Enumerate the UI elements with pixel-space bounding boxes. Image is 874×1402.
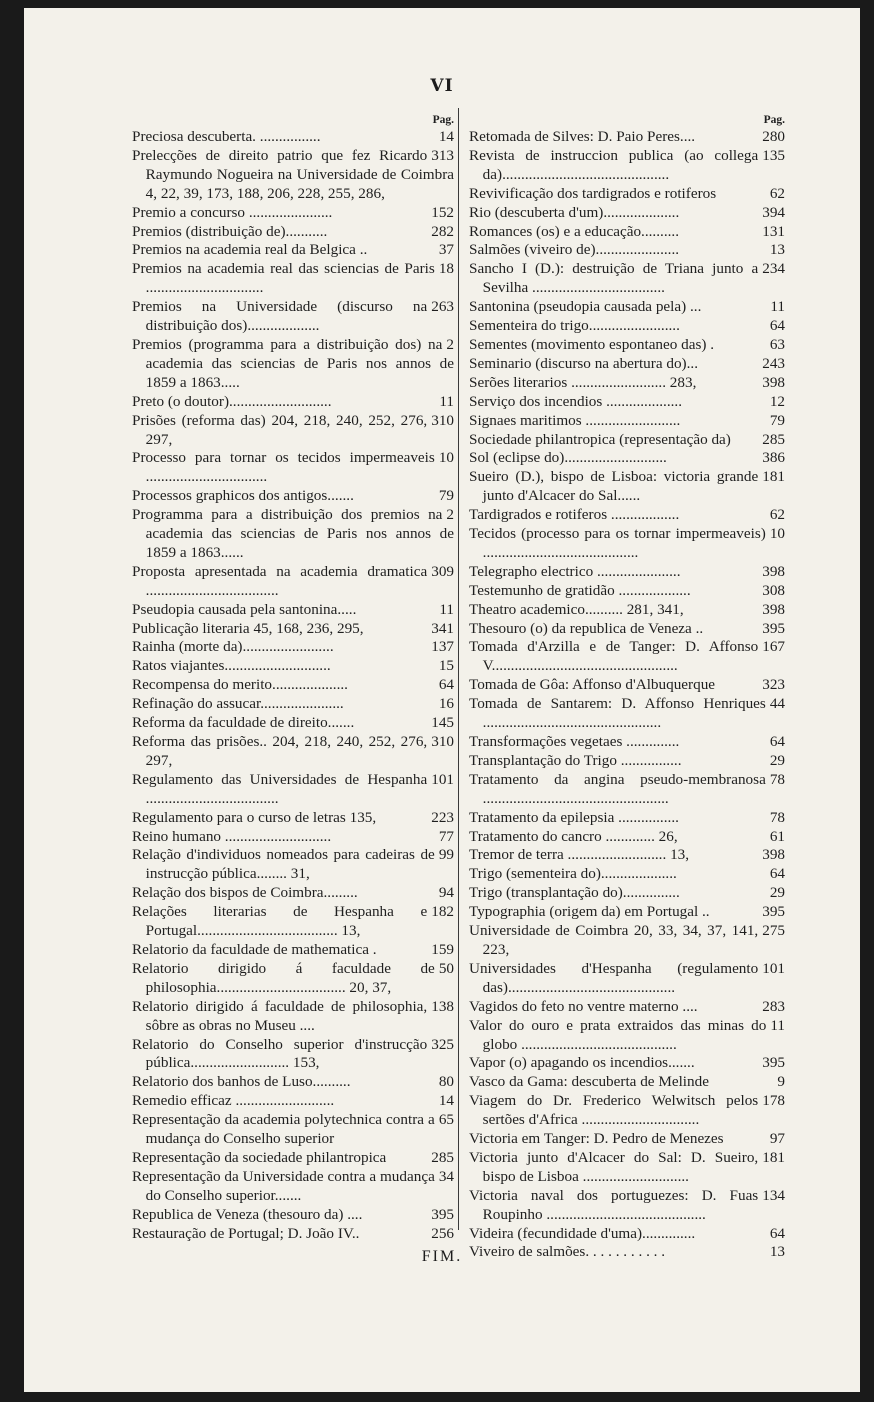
entry-page-ref: 14	[438, 1092, 454, 1110]
pag-header-right: Pag.	[763, 114, 785, 126]
index-entry	[469, 1092, 785, 1130]
index-entry	[469, 374, 785, 393]
entry-page-ref: 152	[431, 203, 454, 221]
index-entry	[132, 657, 454, 676]
entry-text: Theatro academico.......... 281, 341,	[469, 600, 684, 618]
entry-page-ref: 395	[762, 903, 785, 921]
entry-page-ref: 62	[769, 184, 785, 202]
entry-page-ref: 159	[431, 940, 454, 958]
entry-text: Processos graphicos dos antigos.......	[132, 487, 354, 505]
entry-text: Tratamento do cancro ............. 26,	[469, 827, 678, 845]
index-entry	[469, 1225, 785, 1244]
entry-text: Seminario (discurso na abertura do)...	[469, 354, 699, 372]
index-entry	[469, 620, 785, 639]
index-entry	[469, 1017, 785, 1055]
entry-page-ref: 398	[762, 562, 785, 580]
index-list-left	[132, 128, 454, 1243]
entry-text: Publicação literaria 45, 168, 236, 295,	[132, 619, 364, 637]
entry-text: Typographia (origem da) em Portugal ..	[469, 903, 710, 921]
entry-page-ref: 65	[438, 1111, 454, 1129]
entry-text: Representação da academia polytechnica contra a mudança do Conselho superior	[132, 1111, 435, 1148]
index-entry	[469, 752, 785, 771]
index-entry	[132, 960, 454, 998]
entry-text: Trigo (sementeira do)....................	[469, 865, 677, 883]
entry-page-ref: 280	[762, 128, 785, 145]
entry-text: Reforma das prisões.. 204, 218, 240, 252, 276, 297,	[132, 733, 428, 769]
entry-text: Recompensa do merito....................	[132, 676, 348, 694]
entry-text: Thesouro (o) da republica de Veneza ..	[469, 619, 704, 637]
index-entry	[132, 733, 454, 771]
entry-page-ref: 223	[431, 808, 454, 826]
entry-page-ref: 50	[438, 959, 454, 977]
index-entry	[132, 147, 454, 204]
index-entry	[469, 922, 785, 960]
entry-page-ref: 137	[431, 638, 454, 656]
index-entry	[132, 1225, 454, 1244]
entry-text: Vasco da Gama: descuberta de Melinde	[469, 1073, 709, 1091]
entry-text: Serviço dos incendios ....................	[469, 392, 683, 410]
entry-page-ref: 178	[762, 1092, 785, 1110]
entry-text: Santonina (pseudopia causada pela) ...	[469, 298, 702, 316]
entry-text: Vagidos do feto no ventre materno ....	[469, 997, 698, 1015]
index-entry	[469, 960, 785, 998]
entry-text: Revista de instruccion publica (ao collega da)............................................	[469, 146, 759, 183]
entry-page-ref: 97	[769, 1130, 785, 1148]
entry-page-ref: 309	[431, 562, 454, 580]
index-entry	[469, 998, 785, 1017]
entry-text: Relação dos bispos de Coimbra.........	[132, 884, 358, 902]
entry-page-ref: 62	[769, 506, 785, 524]
entry-text: Trigo (transplantação do)...............	[469, 884, 680, 902]
entry-text: Relação d'individuos nomeados para cadeiras de instrucção pública........ 31,	[132, 846, 435, 883]
entry-page-ref: 99	[438, 846, 454, 864]
index-entry	[132, 620, 454, 639]
index-entry	[132, 884, 454, 903]
index-entry	[132, 336, 454, 393]
entry-text: Regulamento das Universidades de Hespanha ...................................	[132, 770, 428, 807]
entry-page-ref: 2	[446, 335, 454, 353]
index-entry	[469, 336, 785, 355]
entry-page-ref: 11	[439, 392, 454, 410]
index-entry	[132, 828, 454, 847]
index-entry	[132, 714, 454, 733]
entry-text: Universidades d'Hespanha (regulamento das)............................................	[469, 959, 759, 996]
entry-text: Tomada de Gôa: Affonso d'Albuquerque	[469, 676, 716, 694]
entry-text: Republica de Veneza (thesouro da) ....	[132, 1205, 363, 1223]
entry-page-ref: 395	[762, 1054, 785, 1072]
index-entry	[469, 828, 785, 847]
entry-page-ref: 285	[762, 430, 785, 448]
index-entry	[469, 884, 785, 903]
entry-page-ref: 77	[438, 827, 454, 845]
entry-page-ref: 12	[769, 392, 785, 410]
entry-page-ref: 78	[769, 808, 785, 826]
entry-page-ref: 394	[762, 203, 785, 221]
index-entry	[132, 941, 454, 960]
entry-page-ref: 386	[762, 449, 785, 467]
entry-text: Relatorio da faculdade de mathematica .	[132, 940, 377, 958]
entry-page-ref: 29	[769, 751, 785, 769]
entry-page-ref: 78	[769, 770, 785, 788]
entry-text: Regulamento para o curso de letras 135,	[132, 808, 377, 826]
entry-text: Restauração de Portugal; D. João IV..	[132, 1224, 360, 1242]
index-entry	[469, 260, 785, 298]
entry-page-ref: 263	[431, 298, 454, 316]
entry-page-ref: 94	[438, 884, 454, 902]
entry-text: Premios na academia real da Belgica ..	[132, 241, 368, 259]
entry-page-ref: 80	[438, 1073, 454, 1091]
entry-text: Salmões (viveiro de)......................	[469, 241, 680, 259]
entry-page-ref: 310	[431, 733, 454, 750]
index-entry	[132, 260, 454, 298]
entry-page-ref: 135	[762, 146, 785, 164]
entry-page-ref: 64	[769, 865, 785, 883]
entry-page-ref: 13	[769, 241, 785, 259]
entry-text: Tardigrados e rotiferos ..................	[469, 506, 680, 524]
index-entry	[132, 771, 454, 809]
index-entry	[132, 449, 454, 487]
entry-text: Retomada de Silves: D. Paio Peres....	[469, 128, 696, 145]
index-entry	[469, 147, 785, 185]
entry-text: Relatorio dirigido á faculdade de philosophia, sôbre as obras no Museu ....	[132, 997, 428, 1034]
entry-page-ref: 243	[762, 354, 785, 372]
entry-page-ref: 181	[762, 1148, 785, 1166]
entry-page-ref: 79	[438, 487, 454, 505]
entry-page-ref: 341	[431, 619, 454, 637]
entry-page-ref: 61	[769, 827, 785, 845]
entry-text: Representação da sociedade philantropica	[132, 1148, 387, 1166]
entry-text: Pseudopia causada pela santonina.....	[132, 600, 357, 618]
index-entry	[132, 1168, 454, 1206]
entry-text: Remedio efficaz ..........................	[132, 1092, 335, 1110]
entry-text: Tecidos (processo para os tornar impermeaveis) .........................................	[469, 525, 766, 561]
index-entry	[132, 223, 454, 242]
entry-page-ref: 234	[762, 260, 785, 278]
entry-text: Premios (distribuição de)...........	[132, 222, 328, 240]
pag-header-left: Pag.	[432, 114, 454, 126]
entry-page-ref: 181	[762, 468, 785, 486]
entry-page-ref: 64	[769, 317, 785, 335]
index-entry	[132, 1111, 454, 1149]
entry-text: Programma para a distribuição dos premios na academia das sciencias de Paris nos annos de 1859 a 1863......	[132, 506, 454, 561]
index-entry	[132, 298, 454, 336]
entry-text: Serões literarios ......................... 283,	[469, 373, 697, 391]
entry-page-ref: 10	[438, 449, 454, 467]
index-entry	[469, 506, 785, 525]
entry-text: Romances (os) e a educação..........	[469, 222, 680, 240]
entry-text: Sociedade philantropica (representação da)	[469, 430, 731, 448]
entry-page-ref: 64	[438, 676, 454, 694]
index-entry	[132, 695, 454, 714]
index-entry	[132, 1073, 454, 1092]
index-entry	[469, 185, 785, 204]
entry-page-ref: 398	[762, 846, 785, 864]
entry-page-ref: 134	[762, 1186, 785, 1204]
entry-page-ref: 308	[762, 581, 785, 599]
index-entry	[132, 903, 454, 941]
entry-text: Signaes maritimos .........................	[469, 411, 681, 429]
index-entry	[469, 298, 785, 317]
entry-text: Reforma da faculdade de direito.......	[132, 714, 355, 732]
index-entry	[132, 1092, 454, 1111]
index-entry	[469, 468, 785, 506]
index-entry	[132, 241, 454, 260]
entry-page-ref: 283	[762, 997, 785, 1015]
index-entry	[132, 846, 454, 884]
entry-text: Telegrapho electrico ......................	[469, 562, 681, 580]
entry-page-ref: 18	[438, 260, 454, 278]
entry-page-ref: 182	[431, 903, 454, 921]
index-entry	[469, 1187, 785, 1225]
entry-text: Vapor (o) apagando os incendios.......	[469, 1054, 695, 1072]
entry-page-ref: 285	[431, 1148, 454, 1166]
index-entry	[132, 638, 454, 657]
index-entry	[132, 998, 454, 1036]
entry-page-ref: 37	[438, 241, 454, 259]
index-column-right	[469, 112, 785, 1262]
index-entry	[469, 1149, 785, 1187]
index-entry	[469, 865, 785, 884]
entry-text: Prisões (reforma das) 204, 218, 240, 252, 276, 297,	[132, 411, 428, 448]
entry-text: Sueiro (D.), bispo de Lisboa: victoria grande junto d'Alcacer do Sal......	[469, 468, 759, 505]
entry-page-ref: 10	[769, 525, 785, 543]
index-entry	[469, 676, 785, 695]
index-entry	[469, 128, 785, 147]
entry-text: Preciosa descuberta. ................	[132, 128, 321, 145]
index-entry	[132, 487, 454, 506]
entry-text: Relatorio do Conselho superior d'instrucção pública.......................... 153,	[132, 1035, 428, 1072]
entry-text: Universidade de Coimbra 20, 33, 34, 37, 141, 223,	[469, 922, 759, 958]
index-entry	[469, 204, 785, 223]
entry-page-ref: 145	[431, 714, 454, 732]
entry-page-ref: 167	[762, 638, 785, 656]
entry-page-ref: 256	[431, 1224, 454, 1242]
entry-page-ref: 325	[431, 1035, 454, 1053]
entry-text: Viagem do Dr. Frederico Welwitsch pelos sertões d'Africa ...............................	[469, 1092, 759, 1129]
entry-text: Tremor de terra .......................... 13,	[469, 846, 690, 864]
index-entry	[132, 1036, 454, 1074]
entry-text: Tomada d'Arzilla e de Tanger: D. Affonso V.................................................	[469, 638, 759, 675]
index-list-right	[469, 128, 785, 1262]
entry-page-ref: 64	[769, 733, 785, 750]
index-entry	[469, 317, 785, 336]
entry-page-ref: 64	[769, 1224, 785, 1242]
entry-text: Premios na academia real das sciencias de Paris ...............................	[132, 260, 435, 297]
index-entry	[469, 1073, 785, 1092]
entry-text: Rio (descuberta d'um)....................	[469, 203, 680, 221]
entry-page-ref: 323	[762, 676, 785, 694]
entry-page-ref: 131	[762, 222, 785, 240]
index-entry	[132, 676, 454, 695]
index-entry	[469, 733, 785, 752]
index-entry	[469, 1130, 785, 1149]
entry-page-ref: 29	[769, 884, 785, 902]
entry-text: Preto (o doutor)...........................	[132, 392, 332, 410]
index-entry	[469, 1054, 785, 1073]
entry-text: Videira (fecundidade d'uma)..............	[469, 1224, 696, 1242]
entry-text: Victoria naval dos portuguezes: D. Fuas Roupinho ..........................................	[469, 1186, 759, 1223]
index-entry	[132, 506, 454, 563]
index-entry	[132, 601, 454, 620]
entry-text: Victoria em Tanger: D. Pedro de Menezes	[469, 1130, 724, 1148]
entry-text: Prelecções de direito patrio que fez Ricardo Raymundo Nogueira na Universidade de Coimbra 4, 22, 39, 173, 188, 206, 228, 255, 286,	[132, 146, 454, 202]
entry-text: Reino humano ............................	[132, 827, 332, 845]
index-entry	[469, 809, 785, 828]
entry-page-ref: 9	[777, 1073, 785, 1091]
entry-text: Tratamento da epilepsia ................	[469, 808, 679, 826]
index-page	[24, 8, 860, 1392]
entry-text: Premios na Universidade (discurso na distribuição dos)...................	[132, 298, 428, 335]
entry-page-ref: 11	[439, 600, 454, 618]
entry-text: Sol (eclipse do)...........................	[469, 449, 667, 467]
index-entry	[132, 128, 454, 147]
entry-text: Revivificação dos tardigrados e rotiferos	[469, 184, 717, 202]
index-entry	[132, 563, 454, 601]
entry-page-ref: 79	[769, 411, 785, 429]
entry-page-ref: 398	[762, 373, 785, 391]
entry-text: Transformações vegetaes ..............	[469, 733, 680, 750]
entry-text: Ratos viajantes............................	[132, 657, 331, 675]
entry-text: Premio a concurso ......................	[132, 203, 333, 221]
index-entry	[469, 525, 785, 563]
index-entry	[469, 449, 785, 468]
entry-text: Testemunho de gratidão ...................	[469, 581, 691, 599]
entry-text: Tratamento da angina pseudo-membranosa .................................................	[469, 770, 766, 807]
entry-page-ref: 13	[769, 1243, 785, 1261]
end-marker: FIM.	[421, 1248, 463, 1265]
index-entry	[469, 412, 785, 431]
index-entry	[469, 903, 785, 922]
index-entry	[469, 241, 785, 260]
entry-page-ref: 395	[431, 1205, 454, 1223]
entry-text: Relatorio dirigido á faculdade de philosophia.................................. 20, 37,	[132, 959, 435, 996]
entry-page-ref: 101	[431, 770, 454, 788]
entry-text: Transplantação do Trigo ................	[469, 751, 682, 769]
entry-text: Victoria junto d'Alcacer do Sal: D. Sueiro, bispo de Lisboa ............................	[469, 1148, 759, 1185]
index-entry	[132, 204, 454, 223]
entry-text: Sementes (movimento espontaneo das) .	[469, 335, 715, 353]
entry-page-ref: 398	[762, 600, 785, 618]
entry-text: Representação da Universidade contra a mudança do Conselho superior.......	[132, 1167, 435, 1204]
entry-page-ref: 11	[770, 298, 785, 316]
index-entry	[469, 638, 785, 676]
page-number: VI	[430, 76, 454, 96]
entry-text: Tomada de Santarem: D. Affonso Henriques ...............................................	[469, 695, 766, 732]
entry-page-ref: 15	[438, 657, 454, 675]
entry-text: Valor do ouro e prata extraidos das minas do globo .........................................	[469, 1016, 767, 1053]
entry-page-ref: 14	[438, 128, 454, 145]
entry-page-ref: 16	[438, 695, 454, 713]
entry-page-ref: 44	[769, 695, 785, 713]
index-entry	[469, 582, 785, 601]
index-entry	[469, 223, 785, 242]
index-entry	[469, 695, 785, 733]
entry-text: Viveiro de salmões. . . . . . . . . . .	[469, 1243, 666, 1261]
index-column-left	[132, 112, 454, 1243]
entry-text: Relatorio dos banhos de Luso..........	[132, 1073, 351, 1091]
entry-text: Processo para tornar os tecidos impermeaveis ................................	[132, 449, 435, 486]
entry-text: Proposta apresentada na academia dramatica ...................................	[132, 562, 428, 599]
entry-page-ref: 2	[446, 506, 454, 524]
index-entry	[132, 1149, 454, 1168]
column-divider	[458, 108, 459, 1230]
index-entry	[469, 393, 785, 412]
index-entry	[132, 393, 454, 412]
entry-page-ref: 11	[770, 1016, 785, 1034]
entry-text: Sancho I (D.): destruição de Triana junto a Sevilha ...................................	[469, 260, 759, 297]
index-entry	[469, 431, 785, 450]
entry-page-ref: 34	[438, 1167, 454, 1185]
entry-text: Refinação do assucar......................	[132, 695, 344, 713]
entry-text: Relações literarias de Hespanha e Portugal..................................... 13,	[132, 903, 428, 940]
index-entry	[469, 771, 785, 809]
index-entry	[469, 846, 785, 865]
index-entry	[132, 809, 454, 828]
entry-page-ref: 313	[431, 146, 454, 164]
entry-page-ref: 395	[762, 619, 785, 637]
entry-text: Rainha (morte da)........................	[132, 638, 334, 656]
entry-page-ref: 63	[769, 335, 785, 353]
entry-page-ref: 275	[762, 922, 785, 940]
index-entry	[469, 563, 785, 582]
entry-text: Premios (programma para a distribuição dos) na academia das sciencias de Paris nos annos de 1859 a 1863.....	[132, 335, 454, 391]
entry-page-ref: 101	[762, 959, 785, 977]
index-entry	[132, 1206, 454, 1225]
entry-page-ref: 138	[431, 997, 454, 1015]
index-entry	[469, 355, 785, 374]
entry-page-ref: 310	[431, 411, 454, 429]
entry-text: Sementeira do trigo........................	[469, 317, 680, 335]
index-entry	[132, 412, 454, 450]
index-entry	[469, 601, 785, 620]
entry-page-ref: 282	[431, 222, 454, 240]
